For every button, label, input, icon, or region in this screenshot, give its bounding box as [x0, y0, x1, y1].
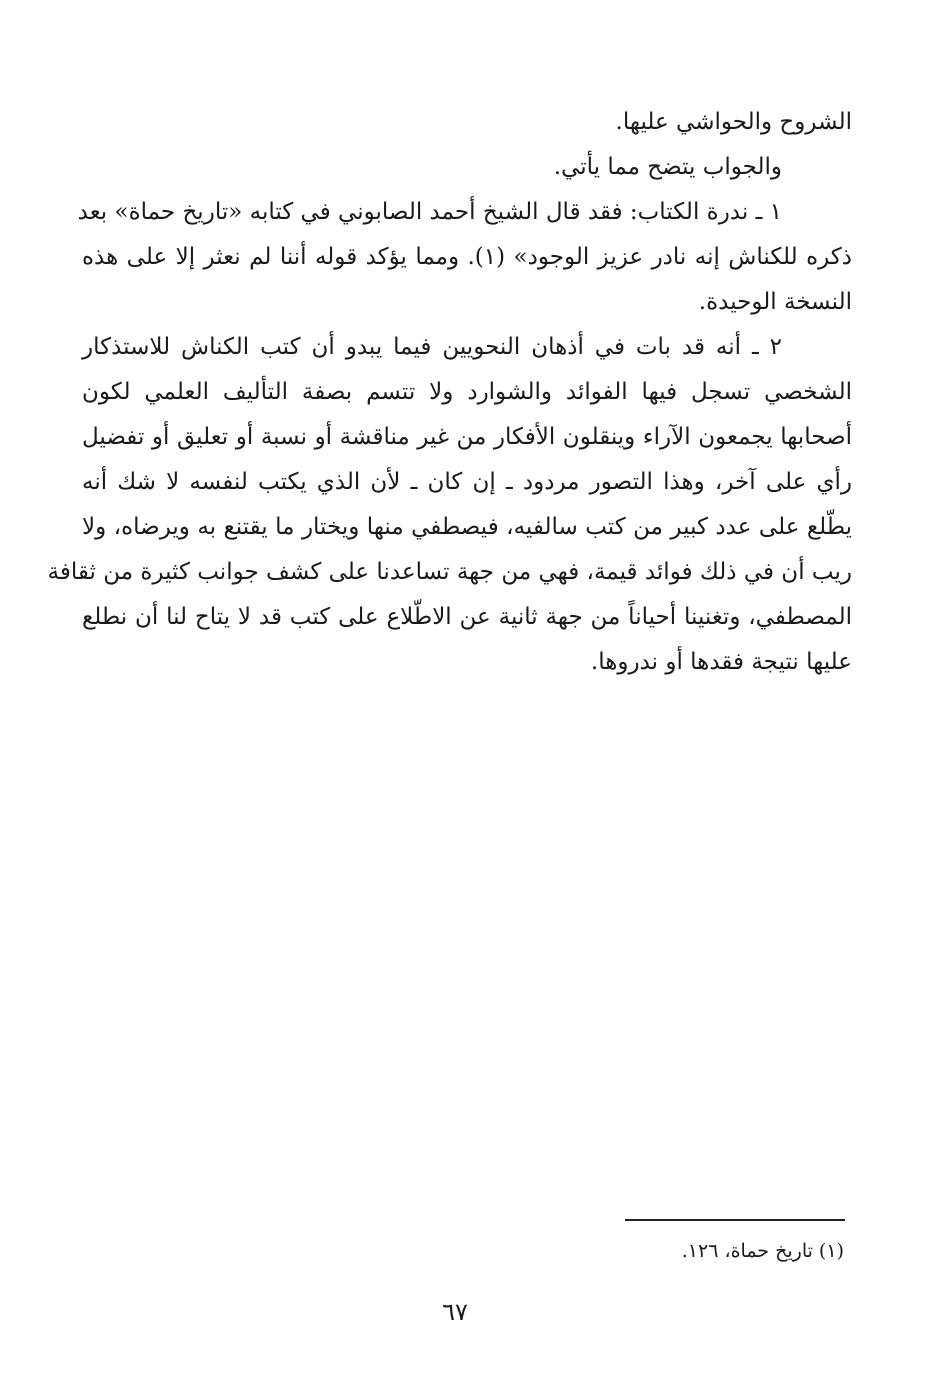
text-line-1: الشروح والحواشي عليها. [615, 109, 852, 135]
text-line-4: ذكره للكناش إنه نادر عزيز الوجود» (١). ومما يؤكد قوله أننا لم نعثر إلا على هذه [82, 244, 852, 270]
footnote-separator [625, 1219, 845, 1221]
text-line-10: يطّلع على عدد كبير من كتب سالفيه، فيصطفي منها ويختار ما يقتنع به ويرضاه، ولا [82, 514, 852, 540]
text-line-6: ٢ ـ أنه قد بات في أذهان النحويين فيما يبدو أن كتب الكناش للاستذكار [82, 334, 782, 360]
text-line-7: الشخصي تسجل فيها الفوائد والشوارد ولا تتسم بصفة التأليف العلمي لكون [82, 379, 852, 405]
text-line-9: رأي على آخر، وهذا التصور مردود ـ إن كان ـ لأن الذي يكتب لنفسه لا شك أنه [82, 469, 852, 495]
text-line-8: أصحابها يجمعون الآراء وينقلون الأفكار من غير مناقشة أو نسبة أو تعليق أو تفضيل [82, 424, 852, 450]
text-line-2: والجواب يتضح مما يأتي. [553, 154, 782, 180]
text-line-12: المصطفي، وتغنينا أحياناً من جهة ثانية عن الاطّلاع على كتب قد لا يتاح لنا أن نطلع [82, 604, 852, 630]
main-text [47, 100, 852, 685]
page-number: ٦٧ [442, 1298, 468, 1326]
text-line-11: ريب أن في ذلك فوائد قيمة، فهي من جهة تساعدنا على كشف جوانب كثيرة من ثقافة [47, 559, 852, 585]
text-line-3: ١ ـ ندرة الكتاب: فقد قال الشيخ أحمد الصابوني في كتابه «تاريخ حماة» بعد [77, 199, 782, 225]
text-line-5: النسخة الوحيدة. [698, 289, 852, 315]
text-line-13: عليها نتيجة فقدها أو ندروها. [590, 649, 852, 675]
footnote: (١) تاريخ حماة، ١٢٦. [681, 1240, 844, 1262]
